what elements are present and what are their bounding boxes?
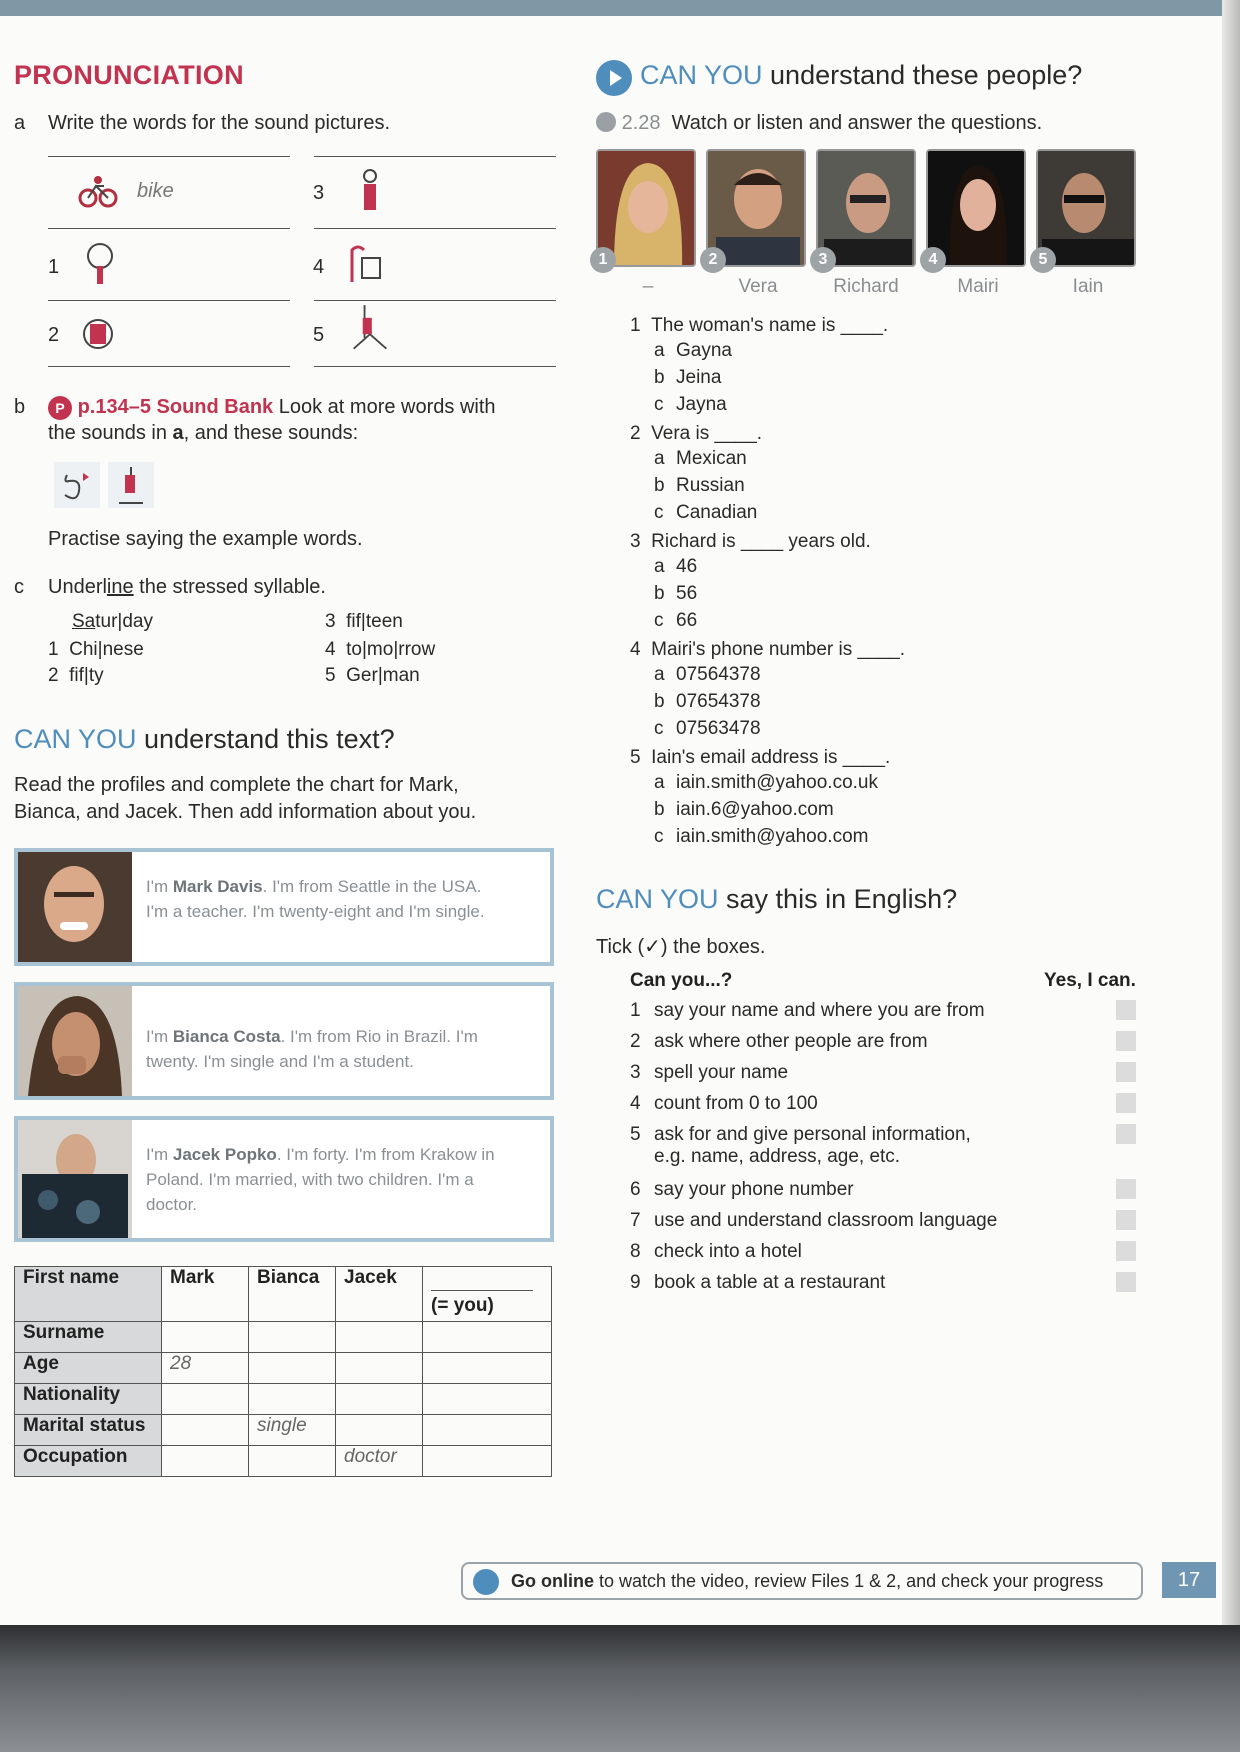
rule: [314, 228, 556, 229]
answer-option[interactable]: [654, 610, 697, 632]
exercise-c-letter: c: [14, 576, 24, 598]
answer-option[interactable]: [654, 367, 721, 389]
chart-row-label: Age: [15, 1353, 162, 1384]
item-number: 5: [630, 1124, 641, 1145]
profile-photo: [18, 852, 132, 962]
exercise-c-instruction: [48, 574, 326, 601]
syllable-item: [325, 608, 403, 635]
item-text: say your phone number: [654, 1179, 854, 1200]
text: CAN YOU: [596, 884, 719, 914]
item-word: Chi|nese: [69, 639, 144, 660]
chart-cell[interactable]: [336, 1384, 423, 1415]
exercise-a-instruction: Write the words for the sound pictures.: [48, 112, 391, 134]
item-text: book a table at a restaurant: [654, 1272, 886, 1293]
chart-header-cell: Jacek: [336, 1267, 423, 1322]
option-letter: a: [654, 772, 665, 793]
item-text: ask where other people are from: [654, 1031, 928, 1052]
item-number: 1: [48, 639, 59, 660]
example-syllables: [72, 608, 153, 635]
chart-row: [15, 1415, 552, 1446]
checklist-item: [630, 1210, 997, 1232]
text: . I'm forty. I'm from Krakow in: [276, 1145, 495, 1164]
profile-card-jacek: [14, 1116, 554, 1242]
question-number: 4: [630, 639, 641, 660]
item-number: 3: [313, 182, 325, 204]
answer-option[interactable]: [654, 826, 868, 848]
example-word: bike: [137, 180, 174, 202]
option-text: Jeina: [676, 367, 722, 388]
checklist-item: [630, 1179, 854, 1201]
question-text: Mairi's phone number is ____.: [651, 639, 906, 660]
option-letter: a: [654, 664, 665, 685]
text: understand this text?: [136, 724, 395, 754]
text: a: [172, 422, 184, 444]
tick-box[interactable]: [1116, 1179, 1136, 1199]
answer-option[interactable]: [654, 475, 745, 497]
answer-option[interactable]: [654, 772, 878, 794]
question-text: Vera is ____.: [651, 423, 763, 444]
car-icon: [344, 244, 384, 284]
answer-option[interactable]: [654, 448, 747, 470]
exercise-b-letter: b: [14, 396, 26, 418]
item-text: say your name and where you are from: [654, 1000, 985, 1021]
text: . I'm from Seattle in the USA.: [262, 877, 482, 896]
chart-cell[interactable]: [423, 1322, 552, 1353]
chart-row-label: Marital status: [15, 1415, 162, 1446]
text-section-title: [14, 724, 395, 755]
item-number: 4: [313, 256, 325, 278]
go-online-banner[interactable]: [461, 1562, 1143, 1600]
text: , and these sounds:: [183, 422, 359, 444]
syllable-item: [325, 662, 420, 689]
chart-cell[interactable]: [162, 1384, 249, 1415]
practise-instruction: Practise saying the example words.: [48, 528, 363, 550]
bike-icon: [78, 172, 118, 212]
profile-name: Bianca Costa: [172, 1027, 281, 1046]
item-number: 4: [630, 1093, 641, 1114]
chart-cell[interactable]: [249, 1446, 336, 1477]
text: Underl: [48, 576, 107, 598]
chart-cell[interactable]: [249, 1353, 336, 1384]
chart-header-cell: Mark: [162, 1267, 249, 1322]
profile-card-mark: [14, 848, 554, 966]
answer-option[interactable]: [654, 691, 761, 713]
item-word: Ger|man: [346, 665, 420, 686]
cursor-icon: [473, 1569, 499, 1595]
option-text: 07564378: [676, 664, 761, 685]
checklist-item: [630, 1272, 885, 1294]
person-name: Vera: [738, 276, 778, 297]
people-section-title: [640, 60, 1082, 91]
chart-cell[interactable]: 28: [162, 1353, 249, 1384]
option-letter: c: [654, 502, 664, 523]
profile-text: [146, 874, 546, 924]
clown-icon: [350, 170, 390, 210]
tick-box[interactable]: [1116, 1031, 1136, 1051]
checklist-item: [630, 1124, 971, 1168]
horse-icon: [350, 306, 390, 346]
question: [630, 636, 905, 663]
tick-box[interactable]: [1116, 1093, 1136, 1113]
option-text: 07563478: [676, 718, 761, 739]
option-text: iain.smith@yahoo.com: [676, 826, 869, 847]
item-text: ask for and give personal information,: [654, 1124, 971, 1145]
text: Poland. I'm married, with two children. I'm a: [146, 1170, 474, 1189]
text: Watch or listen and answer the questions.: [671, 112, 1043, 134]
chart-row: [15, 1322, 552, 1353]
option-text: iain.smith@yahoo.co.uk: [676, 772, 878, 793]
item-number: 4: [325, 639, 336, 660]
checklist-item: [630, 1062, 788, 1084]
answer-option[interactable]: [654, 340, 732, 362]
go-online-text: to watch the video, review Files 1 & 2, and check your progress: [594, 1571, 1104, 1591]
item-number: 5: [313, 324, 325, 346]
option-letter: a: [654, 340, 665, 361]
question-text: Iain's email address is ____.: [651, 747, 891, 768]
profile-text: [146, 1024, 546, 1074]
answer-option[interactable]: [654, 502, 757, 524]
option-letter: c: [654, 826, 664, 847]
chart-cell[interactable]: [249, 1322, 336, 1353]
chart-cell[interactable]: [423, 1446, 552, 1477]
chart-row: [15, 1353, 552, 1384]
tick-box[interactable]: [1116, 1062, 1136, 1082]
item-number: 6: [630, 1179, 641, 1200]
chart-cell[interactable]: [423, 1353, 552, 1384]
answer-option[interactable]: [654, 394, 727, 416]
text: the sounds in: [48, 422, 173, 444]
profile-name: Mark Davis: [172, 877, 263, 896]
item-number: 1: [48, 256, 60, 278]
person-name: Mairi: [957, 276, 999, 297]
sound-bank-link[interactable]: p.134–5 Sound Bank: [77, 396, 274, 418]
option-letter: c: [654, 610, 664, 631]
option-letter: b: [654, 799, 665, 820]
person-name: Iain: [1072, 276, 1104, 297]
item-number: 3: [325, 611, 336, 632]
people-instruction-line: [596, 110, 1042, 137]
chart-cell[interactable]: [162, 1415, 249, 1446]
question: [630, 744, 890, 771]
text: I'm: [146, 1145, 173, 1164]
can-you-column-header: Can you...?: [630, 970, 733, 991]
text: . I'm from Rio in Brazil. I'm: [280, 1027, 478, 1046]
item-number: 9: [630, 1272, 641, 1293]
person-name: –: [642, 276, 654, 297]
option-text: Gayna: [676, 340, 732, 361]
chart-cell[interactable]: doctor: [336, 1446, 423, 1477]
profile-text: [146, 1142, 546, 1217]
answer-option[interactable]: [654, 583, 697, 605]
chart-cell[interactable]: [336, 1415, 423, 1446]
chart-header-cell: First name: [15, 1267, 162, 1322]
rule: [314, 156, 556, 157]
text: understand these people?: [762, 60, 1083, 90]
tree-icon: [80, 244, 120, 284]
item-word: fif|ty: [69, 665, 104, 686]
option-letter: c: [654, 394, 664, 415]
option-text: 56: [676, 583, 698, 604]
item-text: use and understand classroom language: [654, 1210, 998, 1231]
chart-cell[interactable]: [423, 1384, 552, 1415]
tick-box[interactable]: [1116, 1272, 1136, 1292]
checklist-item: [630, 1000, 985, 1022]
rule: [48, 366, 290, 367]
option-text: 66: [676, 610, 698, 631]
text: CAN YOU: [14, 724, 137, 754]
shower-icon: [108, 462, 154, 508]
option-text: 07654378: [676, 691, 761, 712]
text: doctor.: [146, 1195, 198, 1214]
text-instruction-1: Read the profiles and complete the chart for Mark,: [14, 774, 459, 796]
item-text: count from 0 to 100: [654, 1093, 818, 1114]
option-letter: b: [654, 691, 665, 712]
text-instruction-2: Bianca, and Jacek. Then add information about you.: [14, 801, 477, 823]
profile-card-bianca: [14, 982, 554, 1100]
item-number: 2: [48, 324, 60, 346]
chart-header-cell: Bianca: [249, 1267, 336, 1322]
top-band: [0, 0, 1230, 16]
answer-option[interactable]: [654, 556, 697, 578]
option-text: iain.6@yahoo.com: [676, 799, 834, 820]
answer-option[interactable]: [654, 664, 761, 686]
sound-bank-p-icon: P: [48, 396, 72, 420]
item-number: 5: [325, 665, 336, 686]
phone-icon: [78, 314, 118, 354]
text: I'm: [146, 1027, 173, 1046]
text: twenty. I'm single and I'm a student.: [146, 1052, 414, 1071]
syllable-item: [48, 662, 104, 689]
rule: [314, 366, 556, 367]
rule: [48, 156, 290, 157]
text: I'm: [146, 877, 173, 896]
page-edge-shadow: [1222, 0, 1240, 1625]
scan-background: [0, 1625, 1240, 1752]
item-text: spell your name: [654, 1062, 789, 1083]
chart-row-label: Nationality: [15, 1384, 162, 1415]
chart-header-row: [15, 1267, 552, 1322]
question: [630, 420, 762, 447]
item-number: 1: [630, 1000, 641, 1021]
rule: [48, 300, 290, 301]
answer-option[interactable]: [654, 799, 834, 821]
item-number: 2: [48, 665, 59, 686]
chart-cell[interactable]: [162, 1446, 249, 1477]
option-text: 46: [676, 556, 698, 577]
question-number: 1: [630, 315, 641, 336]
exercise-b-line2: [48, 420, 358, 447]
exercise-a-letter: a: [14, 112, 26, 134]
item-number: 8: [630, 1241, 641, 1262]
person-number-badge: 5: [1030, 247, 1056, 273]
syllable-item: [325, 636, 435, 663]
audio-track-number: 2.28: [621, 112, 661, 134]
stressed-syllable: Sa: [72, 611, 96, 632]
profile-chart: [14, 1266, 552, 1477]
checklist-item: [630, 1031, 928, 1053]
tick-box[interactable]: [1116, 1210, 1136, 1230]
question: [630, 312, 888, 339]
chart-cell[interactable]: [249, 1384, 336, 1415]
person-number-badge: 3: [810, 247, 836, 273]
text: CAN YOU: [640, 60, 763, 90]
person-number-badge: 2: [700, 247, 726, 273]
text: tur|day: [95, 611, 153, 632]
option-letter: b: [654, 583, 665, 604]
option-letter: b: [654, 367, 665, 388]
option-letter: b: [654, 475, 665, 496]
item-word: fif|teen: [346, 611, 403, 632]
question-text: The woman's name is ____.: [651, 315, 889, 336]
exercise-b-line1: [48, 394, 496, 421]
chart-row-label: Occupation: [15, 1446, 162, 1477]
checklist-item: [630, 1093, 818, 1115]
syllable-item: [48, 636, 144, 663]
item-text: check into a hotel: [654, 1241, 802, 1262]
answer-option[interactable]: [654, 718, 761, 740]
question-text: Richard is ____ years old.: [651, 531, 871, 552]
page-number: 17: [1162, 1562, 1216, 1598]
tick-box[interactable]: [1116, 1241, 1136, 1261]
person-name: Richard: [833, 276, 899, 297]
chart-cell[interactable]: single: [249, 1415, 336, 1446]
item-text: e.g. name, address, age, etc.: [654, 1146, 901, 1167]
chart-cell[interactable]: [423, 1415, 552, 1446]
chart-row: [15, 1384, 552, 1415]
text: I'm a teacher. I'm twenty-eight and I'm single.: [146, 902, 485, 921]
tick-box[interactable]: [1116, 1000, 1136, 1020]
chart-row-label: Surname: [15, 1322, 162, 1353]
video-play-icon[interactable]: [596, 60, 632, 96]
chart-cell[interactable]: [162, 1322, 249, 1353]
item-number: 2: [630, 1031, 641, 1052]
chart-cell[interactable]: [336, 1353, 423, 1384]
checklist-item: [630, 1241, 802, 1263]
question-number: 5: [630, 747, 641, 768]
profile-photo: [18, 986, 132, 1096]
rule: [48, 228, 290, 229]
text: (= you): [431, 1295, 494, 1316]
snake-icon: [54, 462, 100, 508]
profile-photo: [18, 1120, 132, 1238]
question: [630, 528, 871, 555]
item-number: 3: [630, 1062, 641, 1083]
pronunciation-title: PRONUNCIATION: [14, 60, 244, 90]
question-number: 3: [630, 531, 641, 552]
say-section-title: [596, 884, 957, 915]
text: the stressed syllable.: [133, 576, 326, 598]
question-number: 2: [630, 423, 641, 444]
chart-header-you-cell[interactable]: [423, 1267, 552, 1322]
profile-name: Jacek Popko: [172, 1145, 277, 1164]
option-text: Jayna: [676, 394, 727, 415]
item-word: to|mo|rrow: [346, 639, 436, 660]
item-number: 7: [630, 1210, 641, 1231]
yes-i-can-column-header: Yes, I can.: [1044, 970, 1136, 991]
tick-box[interactable]: [1116, 1124, 1136, 1144]
option-text: Russian: [676, 475, 745, 496]
option-text: Canadian: [676, 502, 758, 523]
chart-row: [15, 1446, 552, 1477]
option-letter: a: [654, 556, 665, 577]
text: ine: [106, 576, 134, 598]
person-number-badge: 4: [920, 247, 946, 273]
go-online-label: Go online: [511, 1571, 594, 1591]
option-letter: a: [654, 448, 665, 469]
audio-icon[interactable]: [596, 112, 616, 132]
text: say this in English?: [718, 884, 958, 914]
say-instruction: Tick (✓) the boxes.: [596, 936, 766, 958]
exercise-b-instruction: Look at more words with: [278, 396, 496, 418]
option-letter: c: [654, 718, 664, 739]
chart-cell[interactable]: [336, 1322, 423, 1353]
person-number-badge: 1: [590, 247, 616, 273]
option-text: Mexican: [676, 448, 747, 469]
